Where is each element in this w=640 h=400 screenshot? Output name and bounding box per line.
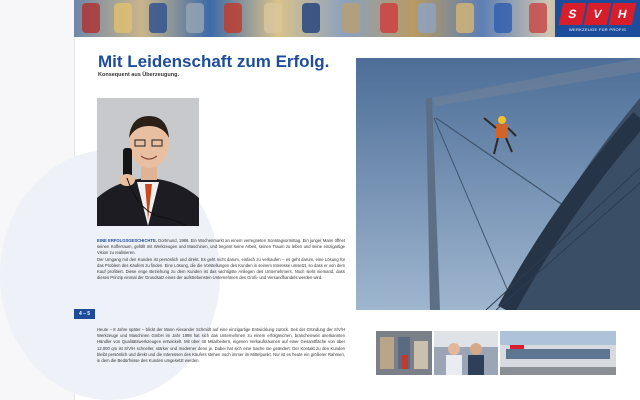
story-paragraph-3: Heute – 8 Jahre später – blickt der Mann Alexander Schmidt auf eine einzigartige Entwicklung zurück. Seit der Gründung der S/V/H Werkzeuge und Maschinen GmbH im Jahr 1998 hat sich das Unternehmen zu einem erfolgreichen, branchenweit anerkannten Händler von Qualitätswerkzeugen entwickelt. Mit über 40 Mitarbeitern, eigenen Verkaufsräumen auf einer Gesamtfläche von über 12.000 qm ist S/V/H schneller, stärker und moderner denn je. Dabei hat sich eine Sache nie geändert: Der Kontakt zu den Kunden bleibt persönlich und direkt und die Interessen des Käufers stehen noch immer im Mittelpunkt. Nur ist es heute ein größerer Rahmen, in dem die Bedürfnisse des Kunden umgesetzt werden. <box>97 327 345 364</box>
thumbnail-warehouse <box>376 331 432 375</box>
screwdriver-icon <box>82 3 100 33</box>
portrait-photo <box>97 98 199 226</box>
saw-icon <box>529 3 547 33</box>
svh-logo <box>555 0 640 37</box>
thumbnail-store-building <box>500 331 616 375</box>
thumbnail-staff <box>434 331 498 375</box>
nail-icon <box>342 3 360 33</box>
drill-bit-icon <box>114 3 132 33</box>
cutter-icon <box>380 3 398 33</box>
logo-mark: S V H <box>561 3 634 25</box>
bridge-cable-photo <box>356 58 640 310</box>
portrait-illustration <box>97 98 199 226</box>
spanner-icon <box>418 3 436 33</box>
wrench-icon <box>186 3 204 33</box>
logo-tagline: WERKZEUGE FÜR PROFIS <box>568 27 627 32</box>
bolt-icon <box>456 3 474 33</box>
pliers-icon <box>149 3 167 33</box>
hammer-icon <box>224 3 242 33</box>
page-subheadline: Konsequent aus Überzeugung. <box>98 72 179 78</box>
bridge-illustration <box>356 58 640 310</box>
story-paragraph-2: Der Umgang mit den Kunden ist persönlich und direkt. Es geht nicht darum, einfach zu verkaufen – es geht darum, eine Lösung für das Problem des Käufers zu finden. Eine Lösung, die die Vorstellungen des Kunden in seinem Interesse umsetzt, so dass er von dem Kauf profitiert. Diese enge Beziehung zu dem Kunden ist das wichtigste Anliegen des Unternehmers. Noch sieht niemand, dass dieses Prinzip einmal der Grundsatz eines der aufstrebensten Unternehmen des Groß- und Versandhandels werden wird. <box>97 256 345 281</box>
story-text-2 <box>97 327 345 364</box>
tool-handle-icon <box>302 3 320 33</box>
screws-icon <box>264 3 282 33</box>
grip-tool-icon <box>494 3 512 33</box>
thumbnail-strip <box>376 331 616 375</box>
story-lead: EINE ERFOLGSGESCHICHTE. <box>97 238 157 243</box>
page-number-badge: 4 – 5 <box>74 309 95 319</box>
page-headline: Mit Leidenschaft zum Erfolg. <box>98 52 330 71</box>
story-paragraph-1: Dortmund, 1986. Ein Wochenmarkt an einem verregneten Sonntagvormittag. Ein junger Mann öffnet seinen Kofferraum, gefüllt mit Werkzeugen und Maschinen, und beginnt seine Arbeit, seinen Traum zu leben und seine einzigartige Vision zu realisieren. <box>97 238 345 256</box>
story-text <box>97 238 345 281</box>
